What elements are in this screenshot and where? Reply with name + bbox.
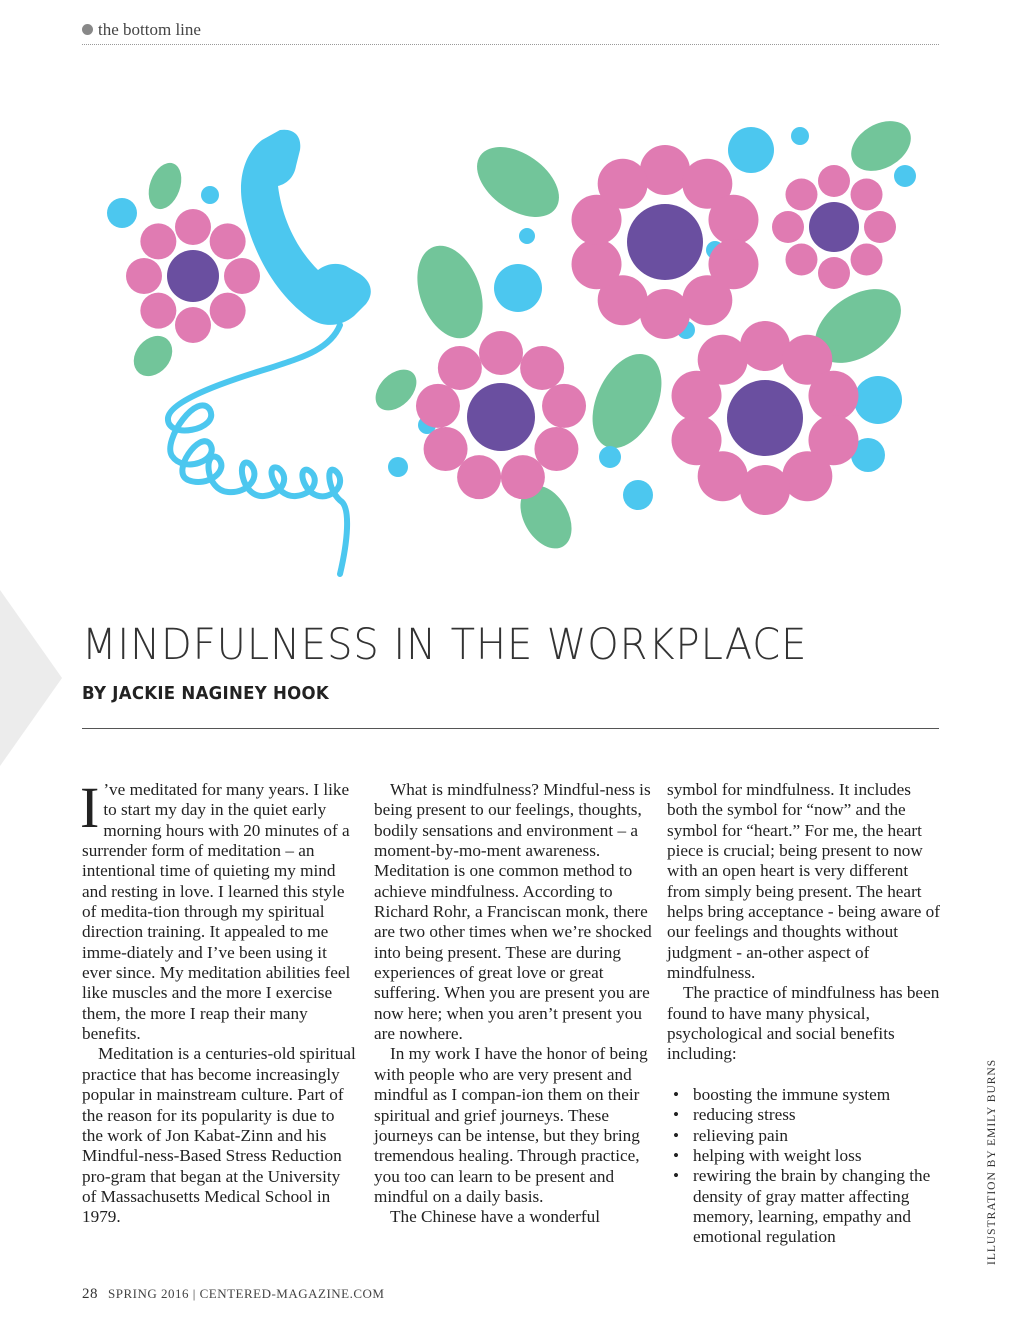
flower-petal	[140, 293, 176, 329]
flower-center	[467, 383, 535, 451]
flower-petal	[457, 455, 501, 499]
flower-petal	[572, 239, 622, 289]
flower-petal	[424, 427, 468, 471]
illustration	[90, 100, 940, 580]
flower-petal	[224, 258, 260, 294]
benefits-list	[667, 1085, 942, 1248]
paragraph: What is mindfulness? Mindful-ness is being present to our feelings, thoughts, bodily sensations and environment – a moment-by-mo-ment awareness. Meditation is one common method to achieve mindfulness. According to Richard Rohr, a Franciscan monk, there are two other times when we’re shocked into being present. These are during experiences of great love or great suffering. When you are present you are now here; when you aren’t present you are nowhere.	[374, 780, 652, 1044]
flower-petal	[479, 331, 523, 375]
flower-petal	[640, 145, 690, 195]
list-item: • helping with weight loss	[693, 1146, 942, 1166]
article-title: MINDFULNESS IN THE WORKPLACE	[82, 620, 808, 670]
title-divider	[82, 728, 939, 729]
paragraph	[80, 775, 357, 1044]
bullet-dot-icon	[82, 24, 93, 35]
flower-center	[809, 202, 859, 252]
flower-petal	[534, 427, 578, 471]
flower-petal	[808, 371, 858, 421]
paragraph: symbol for mindfulness. It includes both the symbol for “now” and the symbol for “heart.” For me, the heart piece is crucial; being present to now with an open heart is very different from simply being present. The heart helps bring acceptance - being aware of our feelings and thoughts without judgment - an-other aspect of mindfulness.	[667, 780, 940, 983]
section-label: the bottom line	[98, 20, 201, 39]
flower-petal	[698, 335, 748, 385]
flower-center	[727, 380, 803, 456]
paragraph: Meditation is a centuries-old spiritual practice that has become increasingly popular in mainstream culture. Part of the reason for its popularity is due to the work of Jon Kabat-Zinn and his Mindful-ness-Based Stress Reduction pro-gram that began at the University of Massachusetts Medical School in 1979.	[82, 1044, 356, 1227]
telephone-handset-icon	[168, 130, 371, 574]
list-item: • relieving pain	[693, 1126, 942, 1146]
paragraph: In my work I have the honor of being with people who are very present and mindful as I compan-ion them on their spiritual and grief journeys. These journeys can be intense, but they bring tremendous healing. Through practice, you too can learn to be present and mindful on a daily basis.	[374, 1044, 648, 1206]
paragraph: The practice of mindfulness has been found to have many physical, psychological and social benefits including:	[667, 983, 940, 1064]
flower-petal	[126, 258, 162, 294]
flower-petal	[542, 384, 586, 428]
section-tag	[82, 20, 939, 45]
flower-petal	[740, 321, 790, 371]
article-column-2	[374, 780, 654, 1228]
flower-petal	[175, 307, 211, 343]
flower-petal	[438, 346, 482, 390]
flower-petal	[851, 178, 883, 210]
illustration-credit	[986, 1058, 1000, 1265]
flower-petal	[851, 244, 883, 276]
article-column-1	[80, 775, 357, 1228]
flower-petal	[416, 384, 460, 428]
drop-cap: I	[80, 775, 100, 840]
flower-petal	[210, 293, 246, 329]
flower-petal	[598, 159, 648, 209]
flower-petal	[785, 244, 817, 276]
flower-petal	[140, 223, 176, 259]
paragraph-text: ’ve meditated for many years. I like to start my day in the quiet early morning hours with 20 minutes of a surrender form of meditation – an intentional time of quieting my mind and resting in love. I learned this style of medita-tion through my spiritual direction training. It appealed to me imme-diately and I’ve been using it ever since. My meditation abilities feel like muscles and the more I exercise them, the more I reap their many benefits.	[82, 780, 351, 1044]
issue-info: SPRING 2016 | CENTERED-MAGAZINE.COM	[108, 1286, 385, 1301]
credit-text: ILLUSTRATION BY EMILY BURNS	[986, 1058, 998, 1265]
flower-petal	[708, 195, 758, 245]
flower-petal	[210, 223, 246, 259]
flower-petal	[175, 209, 211, 245]
flower-petal	[772, 211, 804, 243]
flower-petal	[818, 257, 850, 289]
list-item: • rewiring the brain by changing the density of gray matter affecting memory, learning, empathy and emotional regulation	[693, 1166, 942, 1247]
page-footer	[82, 1286, 385, 1303]
article-byline: BY JACKIE NAGINEY HOOK	[82, 683, 329, 704]
paragraph: The Chinese have a wonderful	[390, 1207, 600, 1227]
list-item: • boosting the immune system	[693, 1085, 942, 1105]
flower-petal	[864, 211, 896, 243]
side-arrow-decoration	[0, 590, 62, 766]
article-column-3	[667, 780, 942, 1248]
flower-petal	[672, 415, 722, 465]
page-number: 28	[82, 1286, 98, 1302]
flower-petal	[740, 465, 790, 515]
flower-center	[627, 204, 703, 280]
list-item: • reducing stress	[693, 1105, 942, 1125]
flower-petal	[782, 451, 832, 501]
flower-petal	[682, 275, 732, 325]
flower-petal	[818, 165, 850, 197]
flower-petal	[501, 455, 545, 499]
flower-petal	[640, 289, 690, 339]
flower-center	[167, 250, 219, 302]
flower-petal	[785, 178, 817, 210]
flower-petal	[520, 346, 564, 390]
